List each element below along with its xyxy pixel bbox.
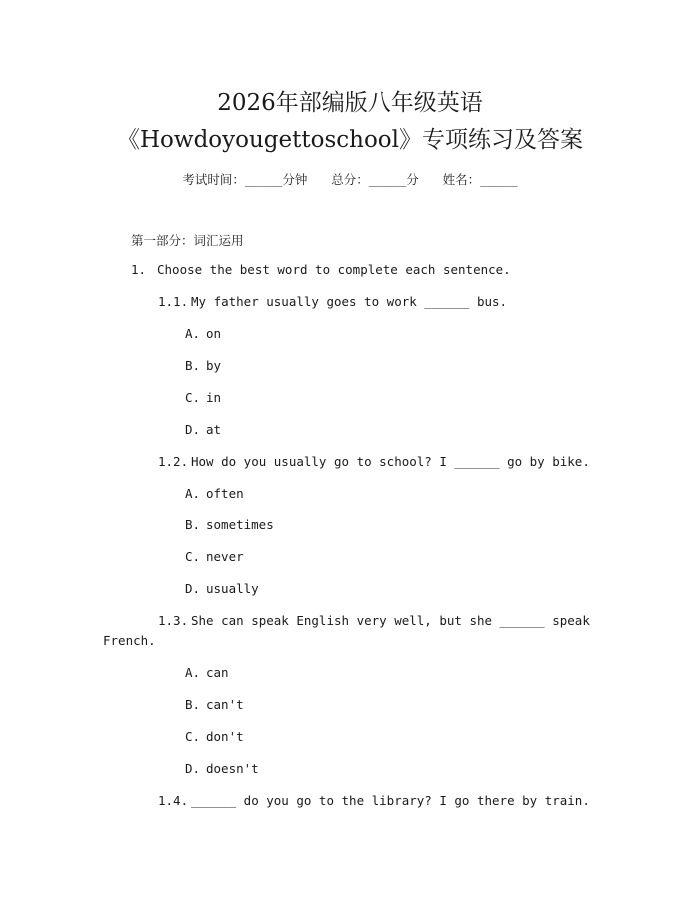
option-text: can't — [206, 697, 244, 712]
option-text: on — [206, 326, 222, 341]
item-number: 1.1. — [158, 294, 189, 309]
option-letter: C. — [185, 729, 201, 744]
item-stem: ______ do you go to the library? I go there by train. — [191, 793, 590, 808]
option-text: often — [206, 486, 244, 501]
title-line-1: 2026年部编版八年级英语 — [217, 90, 483, 116]
option-letter: D. — [185, 761, 201, 776]
question-number: 1. — [131, 262, 147, 277]
item-stem: My father usually goes to work ______ bus. — [191, 294, 508, 309]
option-letter: A. — [185, 486, 201, 501]
option-text: at — [206, 422, 222, 437]
option-text: can — [206, 665, 229, 680]
exam-name-field: 姓名：______ — [442, 172, 518, 187]
exam-score-field: 总分：______分 — [331, 172, 419, 187]
option-text: in — [206, 390, 222, 405]
option-letter: C. — [185, 390, 201, 405]
option-text: usually — [206, 581, 259, 596]
option-letter: A. — [185, 326, 201, 341]
item-number: 1.2. — [158, 454, 189, 469]
exam-meta — [0, 170, 700, 188]
option-letter: C. — [185, 549, 201, 564]
option-letter: B. — [185, 358, 201, 373]
item-number: 1.3. — [158, 613, 189, 628]
option-text: don't — [206, 729, 244, 744]
option-letter: B. — [185, 697, 201, 712]
option-text: doesn't — [206, 761, 259, 776]
question-instruction: Choose the best word to complete each sentence. — [157, 262, 511, 277]
item-stem: She can speak English very well, but she ______ speak — [191, 613, 590, 628]
section-heading: 第一部分：词汇运用 — [131, 233, 244, 248]
item-stem-continued: French. — [103, 633, 156, 648]
option-text: sometimes — [206, 517, 274, 532]
option-text: by — [206, 358, 222, 373]
option-letter: B. — [185, 517, 201, 532]
item-number: 1.4. — [158, 793, 189, 808]
title-line-2: 《Howdoyougettoschool》专项练习及答案 — [116, 127, 584, 153]
option-letter: A. — [185, 665, 201, 680]
option-letter: D. — [185, 422, 201, 437]
option-text: never — [206, 549, 244, 564]
item-stem: How do you usually go to school? I ______ go by bike. — [191, 454, 590, 469]
option-letter: D. — [185, 581, 201, 596]
exam-time-field: 考试时间：______分钟 — [182, 172, 308, 187]
